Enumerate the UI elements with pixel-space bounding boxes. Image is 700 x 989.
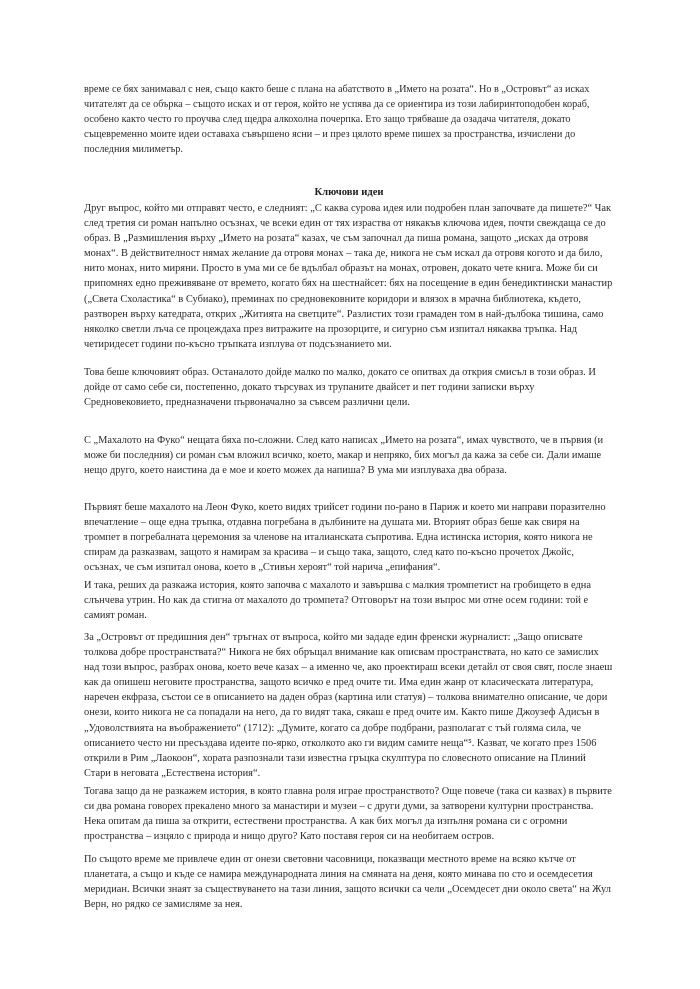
section-heading: Ключови идеи	[314, 187, 384, 198]
paragraph-2: Това беше ключовият образ. Останалото дойде малко по малко, докато се опитвах да открия смисъл в този образ. И дойде от само себе си, постепенно, докато търсувах из трупаните двайсет и пет години записки върху Средновековието, предназначени първоначално за съвсем различни цели.	[84, 367, 596, 409]
paragraph-4: Първият беше махалото на Леон Фуко, което видях трийсет години по-рано в Париж и което ми направи поразително впечатление – още една тръпка, отдавна погребана в дълбините на душата ми. Вторият образ беше как свиря на тромпет в погребалната церемония за членове на италианската съпротива. Една истинска история, която никога не спирам да разказвам, защото я намирам за красива – и също така, защото, след като по-късно прочетох Джойс, осъзнах, че съм изпитал онова, което в „Стивън хероят“ той нарича „епифания“.	[84, 502, 606, 574]
paragraph-5: И така, реших да разкажа история, която започва с махалото и завършва с малкия тромпетист на гробището в една слънчева утрин. Но как да стигна от махалото до тромпета? Отговорът на този въпрос ми отне осем години: той е самият роман.	[84, 580, 591, 622]
paragraph-7: Тогава защо да не разкажем история, в която главна роля играе пространството? Още повече (така си казвах) в първите си два романа говорех прекалено много за манастири и музеи – с други думи, за затворени културни пространства. Нека опитам да пиша за открити, естествени пространства. А как бих могъл да изпълня романа си с огромни пространства – изцяло с природа и нищо друго? Като поставя героя си на необитаем остров.	[84, 786, 612, 843]
paragraph-6: За „Островът от предишния ден“ тръгнах от въпроса, който ми зададе един френски журналист: „Защо описвате толкова добре пространствата?“ Никога не бях обръщал внимание как описвам пространствата, но като се замислих над този въпрос, разбрах онова, което вече казах – а именно че, ако проектираш всеки детайл от своя свят, после знаеш как да опишеш неговите пространства, защото всичко е пред очите ти. Има един жанр от класическата литература, наречен екфраза, състои се в описанието на даден образ (картина или статуя) – толкова внимателно описание, че дори онези, които никога не са попадали на него, да го видят така, сякаш е пред очите им. Както пише Джоузеф Адисън в „Удоволствията на въображението“ (1712): „Думите, когато са добре подбрани, разполагат с тъй голяма сила, че описанието често ни пресъздава идеите по-ярко, отколкото ако ги видим самите неща“⁵. Казват, че когато през 1506 открили в Рим „Лаокоон“, хората разпознали тази известна гръцка скулптура по словесното описание на Плиний Стари в неговата „Естествена история“.	[84, 632, 613, 779]
paragraph-8: По същото време ме привлече един от онези световни часовници, показващи местното време на всяко кътче от планетата, а също и къде се намира международната линия на смяната на деня, която минава по сто и осемдесетия меридиан. Всички знаят за съществуването на тази линия, защото всички са чели „Осемдесет дни около света“ на Жул Верн, но рядко се замисляме за нея.	[84, 854, 611, 911]
intro-paragraph: време се бях занимавал с нея, също както беше с плана на абатството в „Името на розата“. Но в „Островът“ аз исках читателят да се обърка – същото исках и от героя, който не успява да се ориентира из този лабиринтоподобен кораб, особено както често го проучва след щедра алкохолна почерпка. Ето защо трябваше да озадача читателя, докато същевременно моите идеи оставаха съвършено ясни – и през цялото време пишех за пространства, изчислени до последния милиметър.	[84, 84, 590, 156]
paragraph-3: С „Махалото на Фуко“ нещата бяха по-сложни. След като написах „Името на розата“, имах чувството, че в първия (и може би последния) си роман съм вложил всичко, което, макар и непряко, бих могъл да кажа за себе си. Дали имаше нещо друго, което наистина да е мое и което можех да напиша? В ума ми изплуваха два образа.	[84, 435, 604, 477]
paragraph-1: Друг въпрос, който ми отправят често, е следният: „С каква сурова идея или подробен план започвате да пишете?“ Чак след третия си роман напълно осъзнах, че всеки един от тях израства от някакъв ключова идея, почти свеждаща се до образ. В „Размишления върху „Името на розата“ казах, че съм започнал да пиша романа, защото „исках да отровя монах“. В действителност нямах желание да отровя монах – така де, никога не съм искал да отровя когото и да било, нито монах, нито миряни. Просто в ума ми се бе вдълбал образът на монах, отровен, докато чете книга. Може би си припомнях едно преживяване от времето, когато бях на шестнайсет: бях на посещение в един бенедиктински манастир („Света Схоластика“ в Субиако), преминах по средновековните коридори и влязох в мрачна библиотека, където, разтворен върху катедрата, открих „Житията на светците“. Разлистих този грамаден том в най-дълбока тишина, само няколко светли лъча се процеждаха през витражите на прозорците, и сигурно съм изпитал някаква тръпка. Над четиридесет години по-късно тръпката изплува от подсъзнанието ми.	[84, 203, 613, 350]
